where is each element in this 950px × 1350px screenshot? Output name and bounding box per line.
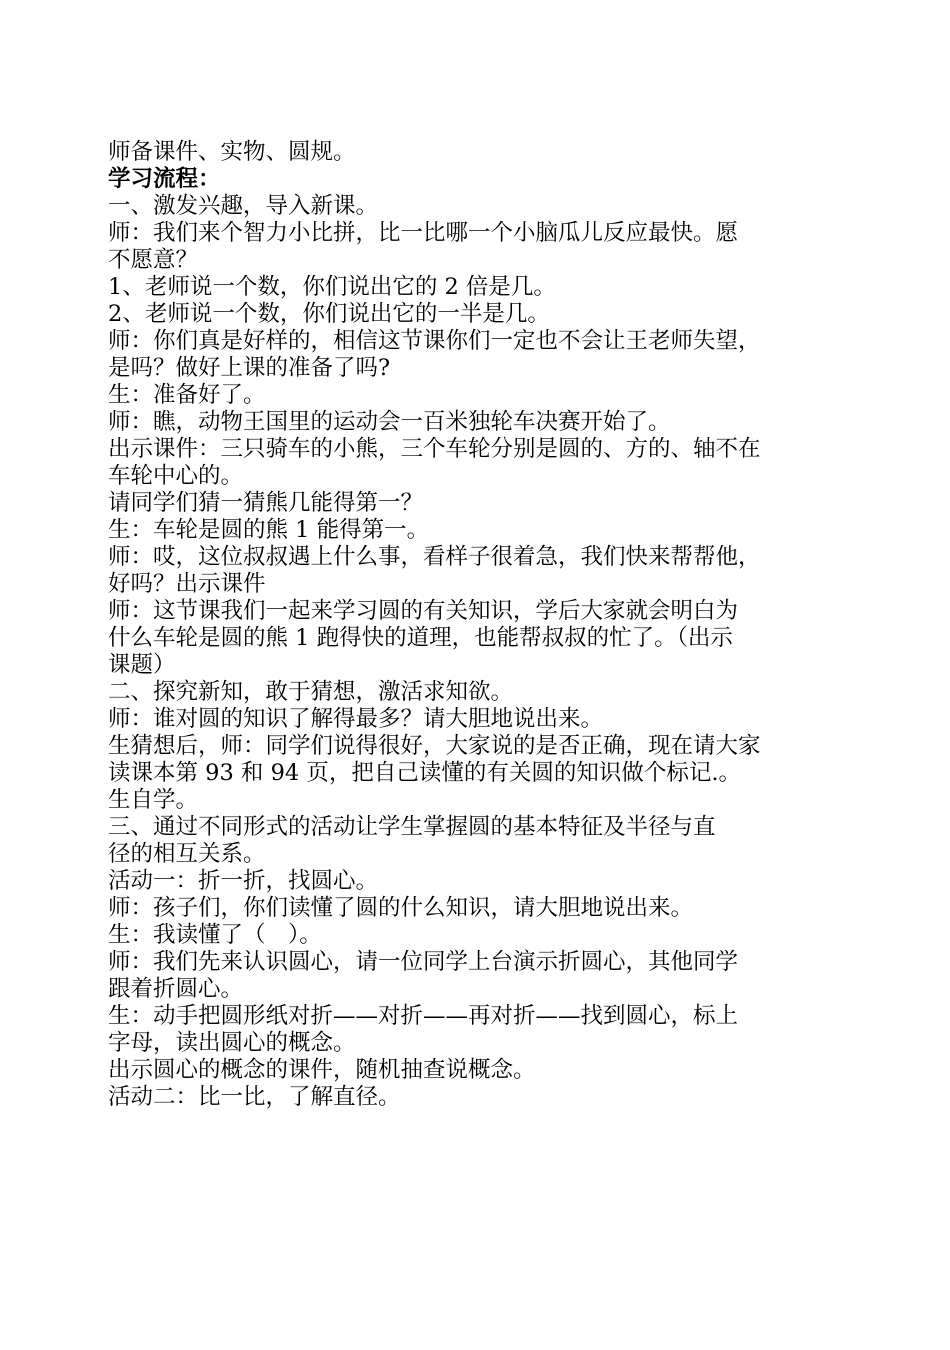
- text-line: 径的相互关系。: [108, 841, 266, 867]
- text-line: 生：动手把圆形纸对折——对折——再对折——找到圆心，标上: [108, 1003, 739, 1029]
- text-line: 师：我们来个智力小比拼，比一比哪一个小脑瓜儿反应最快。愿: [108, 220, 739, 246]
- text-line: 生猜想后，师：同学们说得很好，大家说的是否正确，现在请大家: [108, 733, 761, 759]
- text-line: 师：这节课我们一起来学习圆的有关知识，学后大家就会明白为: [108, 598, 739, 624]
- text-line: 二、探究新知，敢于猜想，激活求知欲。: [108, 679, 514, 705]
- text-line: 跟着折圆心。: [108, 976, 244, 1002]
- text-line: 师：哎，这位叔叔遇上什么事，看样子很着急，我们快来帮帮他，: [108, 544, 761, 570]
- text-line: 读课本第 93 和 94 页，把自己读懂的有关圆的知识做个标记.。: [108, 760, 742, 786]
- document-page: [108, 139, 848, 1111]
- text-line: 生：准备好了。: [108, 382, 266, 408]
- text-line: 请同学们猜一猜熊几能得第一？: [108, 490, 424, 516]
- text-line: 三、通过不同形式的活动让学生掌握圆的基本特征及半径与直: [108, 814, 716, 840]
- text-line: 字母，读出圆心的概念。: [108, 1030, 356, 1056]
- text-line: 1、老师说一个数，你们说出它的 2 倍是几。: [108, 274, 556, 300]
- text-line: 师：瞧，动物王国里的运动会一百米独轮车决赛开始了。: [108, 409, 671, 435]
- text-line: 2、老师说一个数，你们说出它的一半是几。: [108, 301, 550, 327]
- text-line: 生：我读懂了（ ）。: [108, 922, 322, 948]
- text-line: 出示课件：三只骑车的小熊，三个车轮分别是圆的、方的、轴不在: [108, 436, 761, 462]
- text-line: 师：我们先来认识圆心，请一位同学上台演示折圆心，其他同学: [108, 949, 739, 975]
- text-line: 不愿意？: [108, 247, 199, 273]
- text-line: 师备课件、实物、圆规。: [108, 139, 356, 165]
- text-line: 一、激发兴趣，导入新课。: [108, 193, 379, 219]
- section-heading: 学习流程：: [108, 166, 221, 192]
- text-line: 课题）: [108, 652, 176, 678]
- text-line: 什么车轮是圆的熊 1 跑得快的道理，也能帮叔叔的忙了。（出示: [108, 625, 733, 651]
- text-line: 是吗？做好上课的准备了吗?: [108, 355, 391, 381]
- text-line: 生：车轮是圆的熊 1 能得第一。: [108, 517, 430, 543]
- text-line: 活动一：折一折，找圆心。: [108, 868, 379, 894]
- text-line: 师：你们真是好样的，相信这节课你们一定也不会让王老师失望，: [108, 328, 761, 354]
- text-line: 车轮中心的。: [108, 463, 244, 489]
- text-line: 师：谁对圆的知识了解得最多？请大胆地说出来。: [108, 706, 604, 732]
- text-line: 好吗？出示课件: [108, 571, 266, 597]
- text-line: 师：孩子们，你们读懂了圆的什么知识，请大胆地说出来。: [108, 895, 694, 921]
- text-line: 生自学。: [108, 787, 199, 813]
- text-line: 出示圆心的概念的课件，随机抽查说概念。: [108, 1057, 536, 1083]
- text-line: 活动二：比一比，了解直径。: [108, 1084, 401, 1110]
